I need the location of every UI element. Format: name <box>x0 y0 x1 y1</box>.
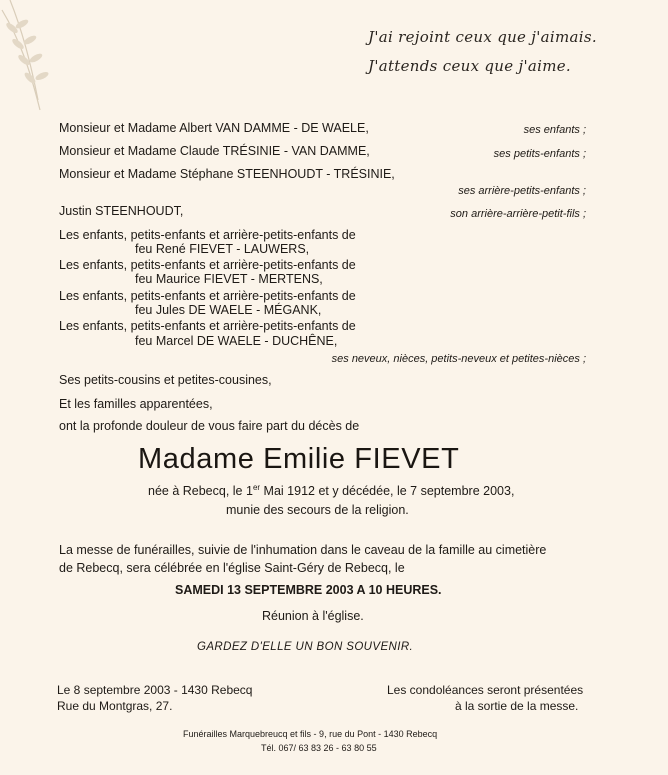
relatives-deceased: feu René FIEVET - LAUWERS, <box>135 242 310 256</box>
family-member-relation: ses petits-enfants ; <box>493 148 586 160</box>
keep-memory-line: GARDEZ D'ELLE UN BON SOUVENIR. <box>197 641 414 653</box>
family-member-name: Monsieur et Madame Claude TRÉSINIE - VAN DAMME, <box>59 144 370 158</box>
family-member-relation: ses enfants ; <box>523 124 586 136</box>
relatives-deceased: feu Jules DE WAELE - MÉGANK, <box>135 303 322 317</box>
quote-line-1: J'ai rejoint ceux que j'aimais. <box>368 28 597 46</box>
condolences-line-1: Les condoléances seront présentées <box>387 683 584 697</box>
quote-line-2: J'attends ceux que j'aime. <box>368 57 571 75</box>
family-member-relation: ses arrière-petits-enfants ; <box>458 185 586 197</box>
wheat-ornament-icon <box>0 0 70 140</box>
family-member-relation: son arrière-arrière-petit-fils ; <box>450 208 586 220</box>
funeral-date-time: SAMEDI 13 SEPTEMBRE 2003 A 10 HEURES. <box>175 583 442 597</box>
meeting-line: Réunion à l'église. <box>262 609 364 623</box>
mass-text-line-1: La messe de funérailles, suivie de l'inhumation dans le caveau de la famille au cimetière <box>59 543 547 557</box>
condolences-line-2: à la sortie de la messe. <box>455 699 579 713</box>
relatives-intro: Les enfants, petits-enfants et arrière-petits-enfants de <box>59 319 356 333</box>
family-member-name: Monsieur et Madame Stéphane STEENHOUDT - TRÉSINIE, <box>59 167 395 181</box>
relatives-intro: Les enfants, petits-enfants et arrière-petits-enfants de <box>59 228 356 242</box>
birth-death-line: née à Rebecq, le 1er Mai 1912 et y décédée, le 7 septembre 2003, <box>148 483 515 499</box>
funeral-home-line-1: Funérailles Marquebreucq et fils - 9, rue du Pont - 1430 Rebecq <box>183 729 438 739</box>
sacraments-line: munie des secours de la religion. <box>226 503 409 517</box>
relatives-relation: ses neveux, nièces, petits-neveux et petites-nièces ; <box>331 353 586 365</box>
deceased-name: Madame Emilie FIEVET <box>138 443 460 475</box>
families-line: Et les familles apparentées, <box>59 397 213 411</box>
relatives-deceased: feu Marcel DE WAELE - DUCHÊNE, <box>135 334 338 348</box>
cousins-line: Ses petits-cousins et petites-cousines, <box>59 373 272 387</box>
relatives-intro: Les enfants, petits-enfants et arrière-petits-enfants de <box>59 289 356 303</box>
announcement-line: ont la profonde douleur de vous faire part du décès de <box>59 419 360 433</box>
relatives-intro: Les enfants, petits-enfants et arrière-petits-enfants de <box>59 258 356 272</box>
family-member-name: Monsieur et Madame Albert VAN DAMME - DE WAELE, <box>59 121 369 135</box>
family-member-name: Justin STEENHOUDT, <box>59 204 184 218</box>
relatives-deceased: feu Maurice FIEVET - MERTENS, <box>135 272 323 286</box>
mass-text-line-2: de Rebecq, sera célébrée en l'église Saint-Géry de Rebecq, le <box>59 561 405 575</box>
address-line-2: Rue du Montgras, 27. <box>57 699 173 713</box>
address-line-1: Le 8 septembre 2003 - 1430 Rebecq <box>57 683 253 697</box>
funeral-home-line-2: Tél. 067/ 63 83 26 - 63 80 55 <box>261 743 377 753</box>
